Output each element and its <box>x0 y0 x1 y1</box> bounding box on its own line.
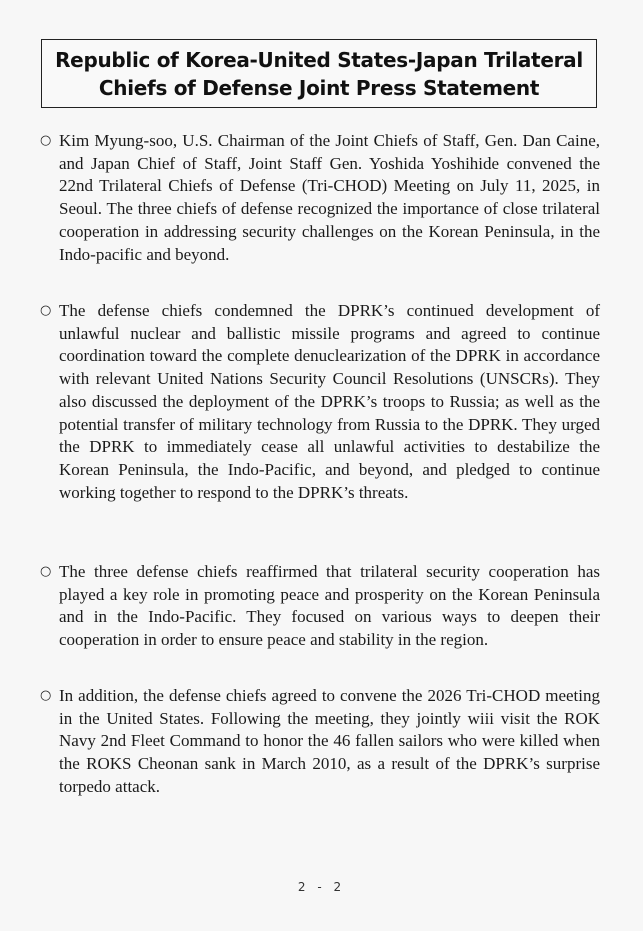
title-box <box>41 39 597 108</box>
circle-bullet-icon: ○ <box>40 564 52 579</box>
paragraph-4 <box>40 685 600 799</box>
paragraph-1 <box>40 130 600 266</box>
circle-bullet-icon: ○ <box>40 133 52 148</box>
circle-bullet-icon: ○ <box>40 303 52 318</box>
circle-bullet-icon: ○ <box>40 688 52 703</box>
paragraph-text: The three defense chiefs reaffirmed that trilateral security cooperation has played a key role in promoting peace and prosperity on the Korean Peninsula and in the Indo-Pacific. They focused on various ways to deepen their cooperation in order to ensure peace and stability in the region. <box>59 562 600 650</box>
title-line-1: Republic of Korea-United States-Japan Trilateral <box>55 47 583 72</box>
paragraph-2 <box>40 300 600 504</box>
paragraph-text: The defense chiefs condemned the DPRK’s continued development of unlawful nuclear and ballistic missile programs and agreed to continue coordination toward the complete denuclearization of the DPRK in accordance with relevant United Nations Security Council Resolutions (UNSCRs). They also discussed the deployment of the DPRK’s troops to Russia; as well as the potential transfer of military technology from Russia to the DPRK. They urged the DPRK to immediately cease all unlawful activities to destabilize the Korean Peninsula, the Indo-Pacific, and beyond, and pledged to continue working together to respond to the DPRK’s threats. <box>59 301 600 502</box>
page-number: 2 - 2 <box>297 880 346 894</box>
title-line-2: Chiefs of Defense Joint Press Statement <box>98 75 540 100</box>
paragraph-text: In addition, the defense chiefs agreed to convene the 2026 Tri-CHOD meeting in the United States. Following the meeting, they jointly wiii visit the ROK Navy 2nd Fleet Command to honor the 46 fallen sailors who were killed when the ROKS Cheonan sank in March 2010, as a result of the DPRK’s surprise torpedo attack. <box>59 686 600 796</box>
paragraph-text: Kim Myung-soo, U.S. Chairman of the Joint Chiefs of Staff, Gen. Dan Caine, and Japan Chief of Staff, Joint Staff Gen. Yoshida Yoshihide convened the 22nd Trilateral Chiefs of Defense (Tri-CHOD) Meeting on July 11, 2025, in Seoul. The three chiefs of defense recognized the importance of close trilateral cooperation in addressing security challenges on the Korean Peninsula, in the Indo-pacific and beyond. <box>59 131 600 264</box>
paragraph-3 <box>40 561 600 652</box>
